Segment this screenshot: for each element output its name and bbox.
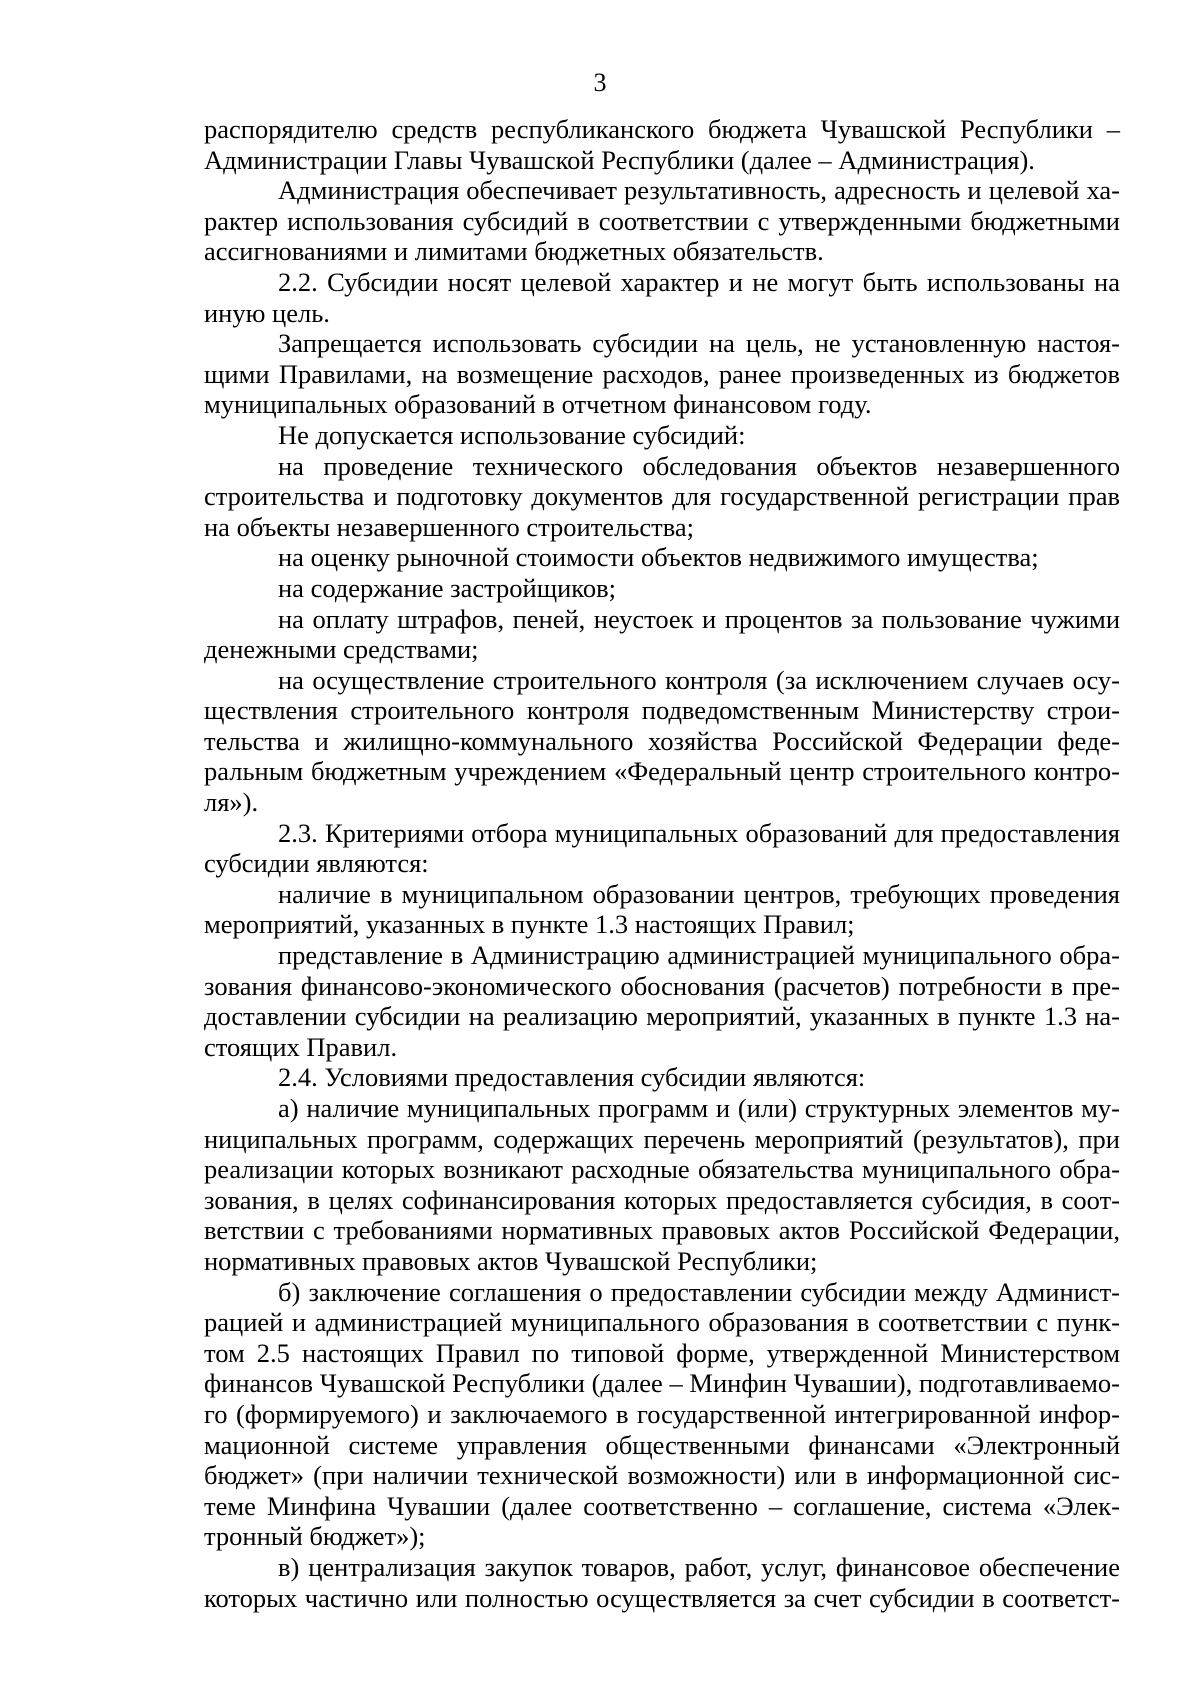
text-line: а) наличие муниципальных программ и (или) структурных элементов му- bbox=[278, 1093, 1120, 1123]
text-line: стоящих Правил. bbox=[204, 1031, 398, 1062]
text-line: на проведение технического обследования объектов незавершенного bbox=[278, 450, 1120, 481]
text-line: мационной системе управления общественными финансами «Электронный bbox=[204, 1429, 1120, 1460]
text-line: субсидии являются: bbox=[204, 848, 429, 879]
text-line: ществления строительного контроля подведомственным Министерству строи- bbox=[204, 695, 1120, 726]
text-line: Администрация обеспечивает результативность, адресность и целевой ха- bbox=[278, 175, 1120, 206]
text-line: зования финансово-экономического обоснования (расчетов) потребности в пре- bbox=[204, 970, 1120, 1001]
text-line: на осуществление строительного контроля (за исключением случаев осу- bbox=[278, 664, 1120, 695]
text-line: ральным бюджетным учреждением «Федеральный центр строительного контро- bbox=[204, 756, 1120, 787]
text-line: ветствии с требованиями нормативных правовых актов Российской Федерации, bbox=[204, 1215, 1120, 1246]
text-line: рацией и администрацией муниципального образования в соответствии с пунк- bbox=[204, 1307, 1120, 1338]
page-number: 3 bbox=[593, 68, 607, 97]
text-line: тельства и жилищно-коммунального хозяйства Российской Федерации феде- bbox=[204, 725, 1120, 756]
text-line: ассигнованиями и лимитами бюджетных обязательств. bbox=[204, 236, 824, 267]
text-line: 2.3. Критериями отбора муниципальных образований для предоставления bbox=[278, 817, 1120, 848]
text-line: бюджет» (при наличии технической возможности) или в информационной сис- bbox=[204, 1460, 1120, 1491]
text-line: на оплату штрафов, пеней, неустоек и процентов за пользование чужими bbox=[278, 603, 1120, 634]
text-line: Администрации Главы Чувашской Республики (далее – Администрация). bbox=[204, 144, 1035, 175]
text-line: зования, в целях софинансирования которых предоставляется субсидия, в соот- bbox=[204, 1184, 1120, 1215]
text-line: иную цель. bbox=[204, 297, 330, 328]
text-line: 2.2. Субсидии носят целевой характер и не могут быть использованы на bbox=[278, 266, 1120, 297]
text-line: распорядителю средств республиканского бюджета Чувашской Республики – bbox=[204, 114, 1120, 144]
text-line: ниципальных программ, содержащих перечень мероприятий (результатов), при bbox=[204, 1123, 1120, 1154]
text-line: на оценку рыночной стоимости объектов недвижимого имущества; bbox=[278, 542, 1039, 573]
text-line: теме Минфина Чувашии (далее соответственно – соглашение, система «Элек- bbox=[204, 1490, 1120, 1521]
document-body bbox=[204, 114, 1120, 1613]
text-line: Не допускается использование субсидий: bbox=[278, 419, 746, 450]
text-line: нормативных правовых актов Чувашской Республики; bbox=[204, 1245, 818, 1276]
text-line: Запрещается использовать субсидии на цель, не установленную настоя- bbox=[278, 328, 1120, 359]
text-line: 2.4. Условиями предоставления субсидии являются: bbox=[278, 1062, 866, 1093]
text-line: рактер использования субсидий в соответствии с утвержденными бюджетными bbox=[204, 205, 1120, 236]
text-line: доставлении субсидии на реализацию мероприятий, указанных в пункте 1.3 на- bbox=[204, 1001, 1120, 1032]
text-line: б) заключение соглашения о предоставлении субсидии между Админист- bbox=[278, 1276, 1120, 1307]
text-line: ля»). bbox=[204, 787, 259, 818]
text-line: финансов Чувашской Республики (далее – Минфин Чувашии), подготавливаемо- bbox=[204, 1368, 1120, 1399]
text-line: реализации которых возникают расходные обязательства муниципального обра- bbox=[204, 1154, 1120, 1185]
text-line: тронный бюджет»); bbox=[204, 1521, 426, 1552]
text-line: которых частично или полностью осуществляется за счет субсидии в соответст- bbox=[204, 1582, 1120, 1613]
text-line: мероприятий, указанных в пункте 1.3 настоящих Правил; bbox=[204, 909, 855, 940]
text-line: наличие в муниципальном образовании центров, требующих проведения bbox=[278, 878, 1120, 909]
text-line: том 2.5 настоящих Правил по типовой форме, утвержденной Министерством bbox=[204, 1337, 1120, 1368]
text-line: строительства и подготовку документов для государственной регистрации прав bbox=[204, 481, 1120, 512]
text-line: в) централизация закупок товаров, работ, услуг, финансовое обеспечение bbox=[278, 1551, 1120, 1582]
text-line: денежными средствами; bbox=[204, 634, 479, 665]
text-line: го (формируемого) и заключаемого в государственной интегрированной инфор- bbox=[204, 1398, 1120, 1429]
text-line: на содержание застройщиков; bbox=[278, 572, 616, 603]
text-line: муниципальных образований в отчетном финансовом году. bbox=[204, 389, 872, 420]
text-line: щими Правилами, на возмещение расходов, ранее произведенных из бюджетов bbox=[204, 358, 1120, 389]
text-line: представление в Администрацию администрацией муниципального обра- bbox=[278, 940, 1120, 971]
text-line: на объекты незавершенного строительства; bbox=[204, 511, 695, 542]
